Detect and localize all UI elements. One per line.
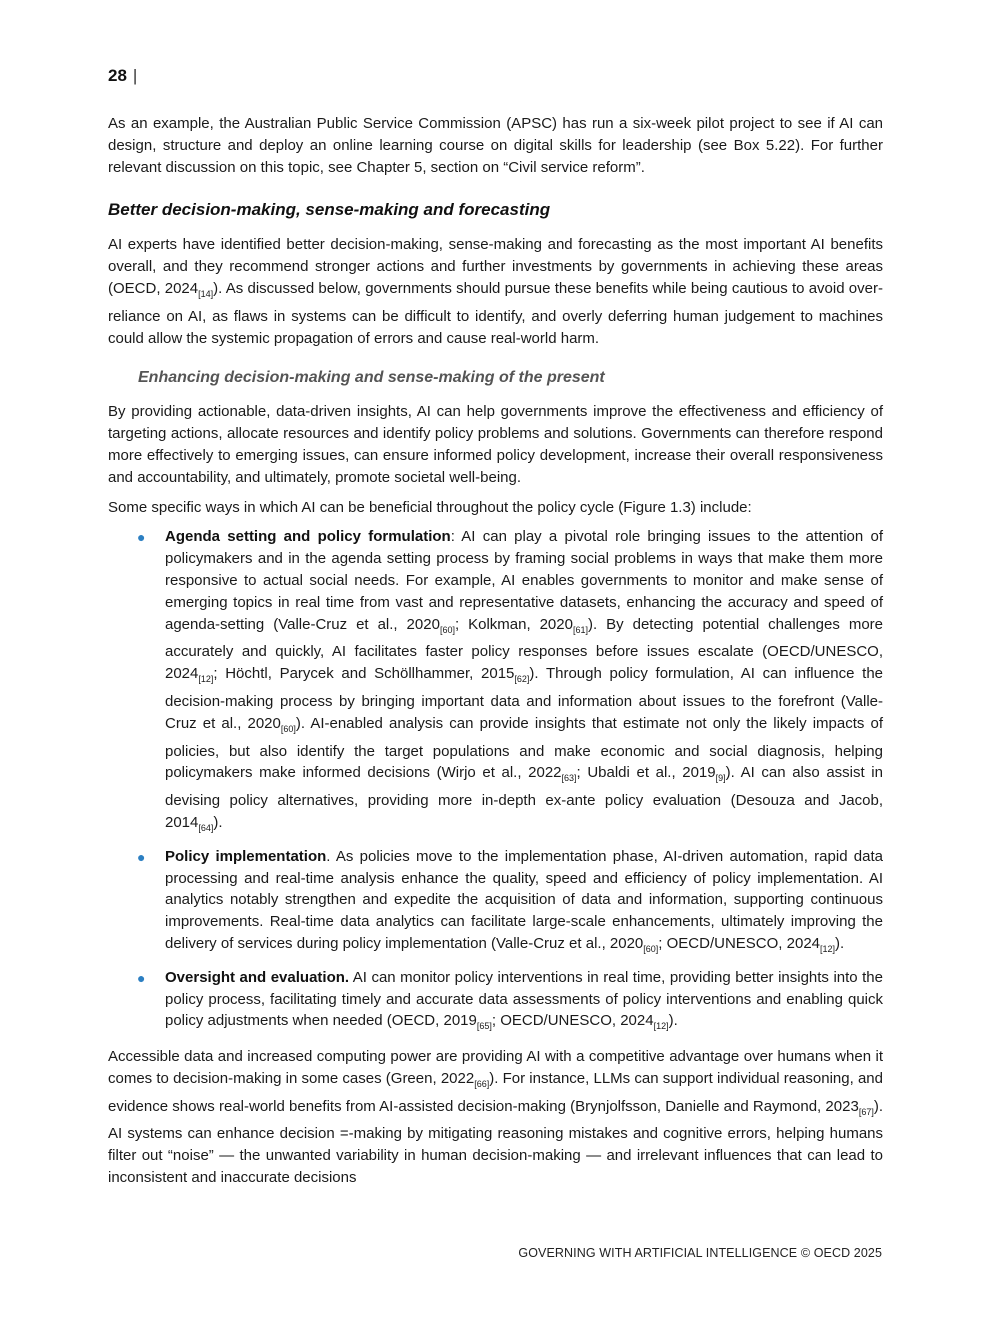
list-item-title: Oversight and evaluation. [165,968,350,986]
text-run: . As policies move to the implementation phase, AI-driven automation, rapid data processing and real-time analysis enhance the quality, speed and efficiency of policy implementation. AI analytics notably strengthen and expedite the acquisition of data and information, supporting continuous improvements. Real-time data analytics can facilitate large-scale enhancements, ultimately improving the delivery of services during policy implementation (Valle-Cruz et al., 2020 [165,847,883,952]
reference-link[interactable]: [12] [653,1021,669,1032]
text-run: ). As discussed below, governments should pursue these benefits while being cautious to avoid over-reliance on AI, as flaws in systems can be difficult to identify, and overly deferring human judgement to machines could allow the systemic propagation of errors and cause real-world harm. [108,279,883,347]
page-number [108,66,137,86]
bullet-icon: ● [137,969,146,986]
text-run: ). For instance, LLMs can support individual reasoning, and evidence shows real-world benefits from AI-assisted decision-making (Brynjolfsson, Danielle and Raymond, 2023 [108,1069,883,1115]
text-run: ). [835,934,845,952]
reference-link[interactable]: [64] [198,822,214,833]
intro-paragraph: As an example, the Australian Public Service Commission (APSC) has run a six-week pilot project to see if AI can design, structure and deploy an online learning course on digital skills for leadership (see Box 5.22). For further relevant discussion on this topic, see Chapter 5, section on “Civil service reform”. [108,115,883,176]
list-item-title: Policy implementation [165,847,327,865]
list-item [108,526,883,839]
reference-link[interactable]: [63] [561,773,577,784]
subsection-paragraph-1: By providing actionable, data-driven insights, AI can help governments improve the effectiveness and efficiency of targeting actions, allocate resources and identify policy problems and solutions. Governments can therefore respond more effectively to emerging issues, can ensure informed policy development, increase their overall responsiveness and accountability, and ultimately, promote societal well-being. [108,403,883,486]
list-item [108,846,883,961]
text-run: ; Höchtl, Parycek and Schöllhammer, 2015 [213,665,515,683]
reference-link[interactable]: [60] [280,723,296,734]
reference-link[interactable]: [67] [858,1106,874,1117]
text-run: Accessible data and increased computing power are providing AI with a competitive advantage over humans when it comes to decision-making in some cases (Green, 2022 [108,1048,883,1087]
bullet-list [108,526,883,1038]
text-run: ; OECD/UNESCO, 2024 [658,934,821,952]
text-run: ). By detecting potential challenges more accurately and quickly, AI facilitates faster policy responses before issues escalate (OECD/UNESCO, 2024 [165,615,884,683]
reference-link[interactable]: [65] [476,1021,492,1032]
closing-paragraph [108,1046,883,1189]
reference-link[interactable]: [12] [198,674,214,685]
bullet-icon: ● [137,529,146,546]
reference-link[interactable]: [62] [514,674,530,685]
reference-link[interactable]: [12] [820,943,836,954]
text-run: : AI can play a pivotal role bringing issues to the attention of policymakers and in the agenda setting process by framing social problems in ways that make them more responsive to actual social needs. For example, AI enables governments to monitor and make sense of emerging topics in real time from vast and representative datasets, enhancing the accuracy and speed of agenda-setting (Valle-Cruz et al., 2020 [165,528,883,633]
page-number-value: 28 [108,66,127,85]
text-run: ; OECD/UNESCO, 2024 [491,1012,654,1030]
text-run: AI experts have identified better decision-making, sense-making and forecasting as the most important AI benefits overall, and they recommend stronger actions and further investments by governments in achieving these areas (OECD, 2024 [108,236,883,297]
page-number-separator: | [132,66,138,85]
bullet-icon: ● [137,848,146,865]
text-run: ; Ubaldi et al., 2019 [576,764,716,782]
text-run: ). Through policy formulation, AI can influence the decision-making process by bringing important data and information about issues to the forefront (Valle-Cruz et al., 2020 [165,665,884,732]
reference-link[interactable]: [14] [198,288,214,299]
subsection-paragraph-2: Some specific ways in which AI can be beneficial throughout the policy cycle (Figure 1.3) include: [108,498,752,516]
section-paragraph [108,234,883,349]
text-run: ). AI can also assist in devising policy alternatives, providing more in-depth ex-ante policy evaluation (Desouza and Jacob, 2014 [165,764,883,831]
reference-link[interactable]: [60] [643,943,659,954]
text-run: ). AI systems can enhance decision =-making by mitigating reasoning mistakes and cognitive errors, helping humans filter out “noise” — the unwanted variability in human decision-making — and irrelevant influences that can lead to inconsistent and inaccurate decisions [108,1097,883,1187]
reference-link[interactable]: [61] [572,624,588,635]
reference-link[interactable]: [9] [715,773,726,784]
list-item-title: Agenda setting and policy formulation [165,528,451,546]
reference-link[interactable]: [66] [474,1078,490,1089]
reference-link[interactable]: [60] [439,624,455,635]
section-heading: Better decision-making, sense-making and forecasting [108,200,551,220]
text-run: ; Kolkman, 2020 [454,615,573,633]
text-run: ). [213,813,223,831]
list-item [108,967,883,1038]
text-run: ). AI-enabled analysis can provide insights that estimate not only the likely impacts of policies, but also identify the target populations and make economic and social diagnosis, helping policymakers make informed decisions (Wirjo et al., 2022 [165,714,883,782]
text-run: ). [668,1012,678,1030]
document-body [108,113,883,1197]
page-footer: GOVERNING WITH ARTIFICIAL INTELLIGENCE © OECD 2025 [518,1246,882,1260]
subsection-heading: Enhancing decision-making and sense-making of the present [138,369,605,387]
text-run: AI can monitor policy interventions in real time, providing better insights into the policy process, facilitating timely and accurate data assessments of policy interventions and enabling quick policy adjustments when needed (OECD, 2019 [165,968,883,1030]
